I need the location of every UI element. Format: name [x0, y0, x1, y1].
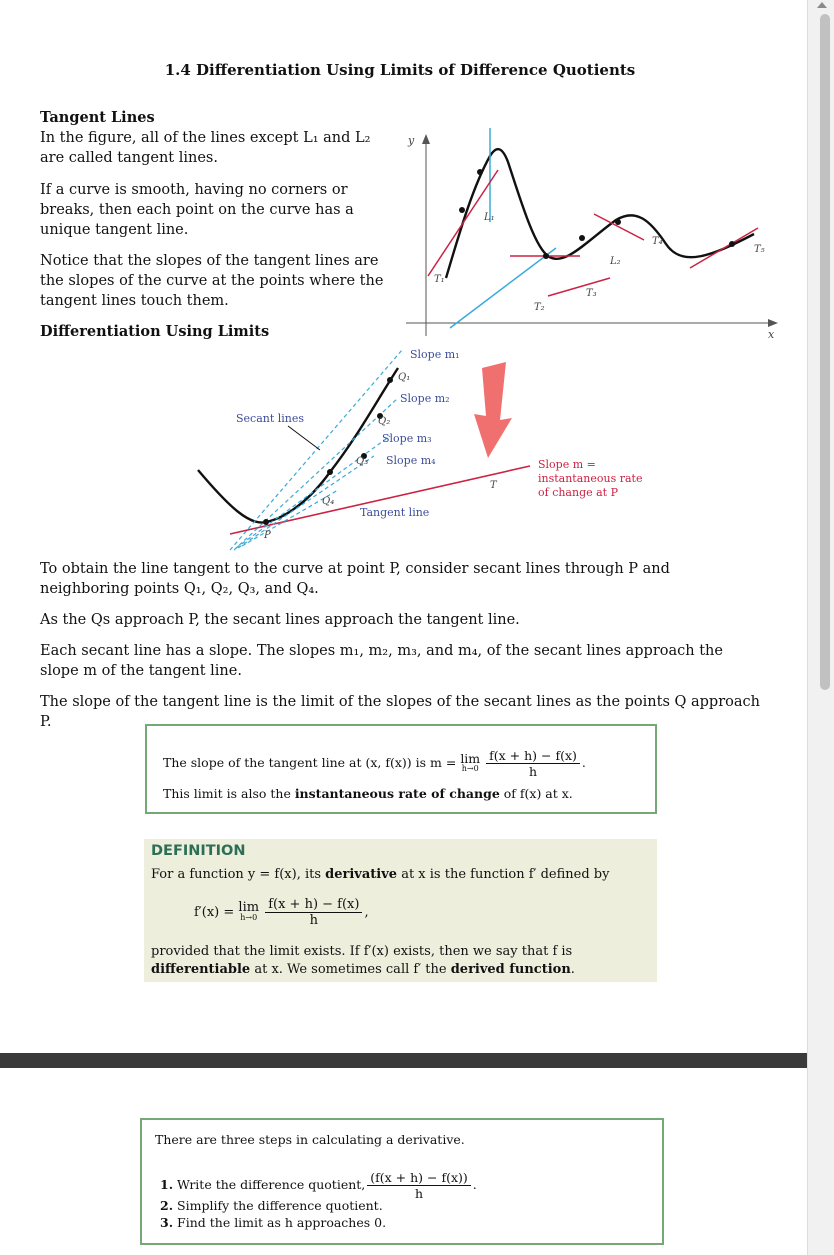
secant-label-pointer — [288, 426, 320, 450]
x-axis-arrow — [768, 319, 778, 327]
tangent-points — [459, 169, 735, 259]
label-slope-m1: Slope m₁ — [410, 348, 460, 361]
label-secant-lines: Secant lines — [236, 412, 305, 425]
body-paragraph-1: To obtain the line tangent to the curve at point P, consider secant lines through P and neighboring points Q₁, Q₂, Q₃, and Q₄. — [40, 561, 670, 597]
tangent-lines-heading: Tangent Lines — [40, 109, 155, 126]
definition-title: DEFINITION — [151, 843, 246, 859]
tangent-paragraph-2: If a curve is smooth, having no corners or breaks, then each point on the curve has a unique tangent line. — [40, 182, 354, 238]
label-slope-m-1: Slope m = — [538, 458, 596, 471]
body-paragraph-3: Each secant line has a slope. The slopes m₁, m₂, m₃, and m₄, of the secant lines approach the slope m of the tangent line. — [40, 643, 723, 679]
label-T4: T₄ — [652, 236, 663, 247]
step-1: 1. Write the difference quotient, $\frac{(f(x + h) - f(x))}{h}$ . — [160, 1170, 477, 1201]
label-slope-m4: Slope m₄ — [386, 454, 436, 467]
tangent-slope-box — [145, 724, 657, 814]
tangent-T1 — [428, 170, 498, 276]
vertical-scrollbar[interactable] — [807, 0, 834, 1255]
y-axis-label: y — [408, 134, 415, 147]
differentiation-heading: Differentiation Using Limits — [40, 323, 270, 340]
tangent-slope-formula: The slope of the tangent line at (x, f(x)) is m = lim h→0 $\frac{f(x + h) - f(x)}{h}$ . — [163, 748, 586, 779]
page-title: 1.4 Differentiation Using Limits of Difference Quotients — [164, 61, 636, 79]
scroll-up-arrow-icon[interactable] — [817, 2, 827, 8]
scrollbar-thumb[interactable] — [820, 14, 830, 690]
document-page-2 — [0, 1068, 808, 1255]
label-Q2: Q₂ — [378, 416, 391, 427]
label-Q4: Q₄ — [322, 496, 335, 507]
step-2: 2. Simplify the difference quotient. — [160, 1198, 383, 1213]
instantaneous-rate-line: This limit is also the instantaneous rate of change of f(x) at x. — [163, 786, 573, 801]
label-T3: T₃ — [586, 288, 597, 299]
page-gap — [0, 1053, 808, 1068]
step-1-quotient: $\frac{(f(x + h) - f(x))}{h}$ — [367, 1170, 471, 1201]
steps-intro: There are three steps in calculating a derivative. — [155, 1132, 465, 1147]
derivative-formula: f′(x) = lim h→0 $\frac{f(x + h) - f(x)}{h}$ , — [194, 897, 369, 928]
tangent-line — [230, 466, 530, 534]
formula-lead: The slope of the tangent line at (x, f(x)) is m = — [163, 755, 457, 770]
limit-operator: lim h→0 — [460, 750, 481, 773]
definition-box — [144, 839, 657, 982]
derivative-steps-box — [140, 1118, 664, 1245]
secant-lines-figure — [170, 340, 670, 560]
x-axis-label: x — [768, 328, 775, 341]
label-T2: T₂ — [534, 302, 545, 313]
label-Q1: Q₁ — [398, 372, 411, 383]
label-L1: L₁ — [484, 212, 495, 223]
tangent-paragraph-1: In the figure, all of the lines except L₁ and L₂ are called tangent lines. — [40, 130, 371, 166]
secant-dashed-lines — [230, 350, 402, 550]
y-axis-arrow — [422, 134, 430, 144]
label-slope-m3: Slope m₃ — [382, 432, 432, 445]
step-3: 3. Find the limit as h approaches 0. — [160, 1215, 387, 1230]
label-slope-m-2: instantaneous rate — [538, 472, 643, 485]
tangent-lines-figure — [398, 128, 788, 348]
label-T1: T₁ — [434, 274, 445, 285]
body-paragraph-4: The slope of the tangent line is the limit of the slopes of the secant lines as the points Q approach P. — [40, 694, 760, 730]
label-slope-m-3: of change at P — [538, 486, 619, 499]
label-P: P — [264, 530, 271, 541]
derivative-limit: lim h→0 — [238, 899, 260, 922]
tangent-T5 — [690, 228, 758, 268]
line-L2 — [450, 248, 556, 328]
label-slope-m2: Slope m₂ — [400, 392, 450, 405]
secant-curve — [198, 368, 398, 523]
difference-quotient: $\frac{f(x + h) - f(x)}{h}$ — [486, 748, 580, 779]
tangent-T3 — [548, 278, 610, 296]
derivative-quotient: $\frac{f(x + h) - f(x)}{h}$ — [265, 897, 362, 928]
label-T5: T₅ — [754, 244, 765, 255]
body-paragraph-2: As the Qs approach P, the secant lines approach the tangent line. — [40, 612, 520, 628]
definition-conditions: provided that the limit exists. If f′(x) exists, then we say that f is differentiable at x. We sometimes call f′ the derived function. — [151, 944, 575, 977]
label-tangent-line: Tangent line — [360, 506, 430, 519]
label-L2: L₂ — [610, 256, 621, 267]
definition-intro: For a function y = f(x), its derivative at x is the function f′ defined by — [151, 867, 610, 882]
tangent-paragraph-3: Notice that the slopes of the tangent lines are the slopes of the curve at the points where the tangent lines touch them. — [40, 253, 384, 309]
secant-lines-group — [450, 128, 556, 328]
approach-arrow — [474, 362, 512, 458]
label-Q3: Q₃ — [356, 456, 369, 467]
label-T: T — [490, 480, 497, 491]
tangent-lines-group — [428, 170, 758, 296]
